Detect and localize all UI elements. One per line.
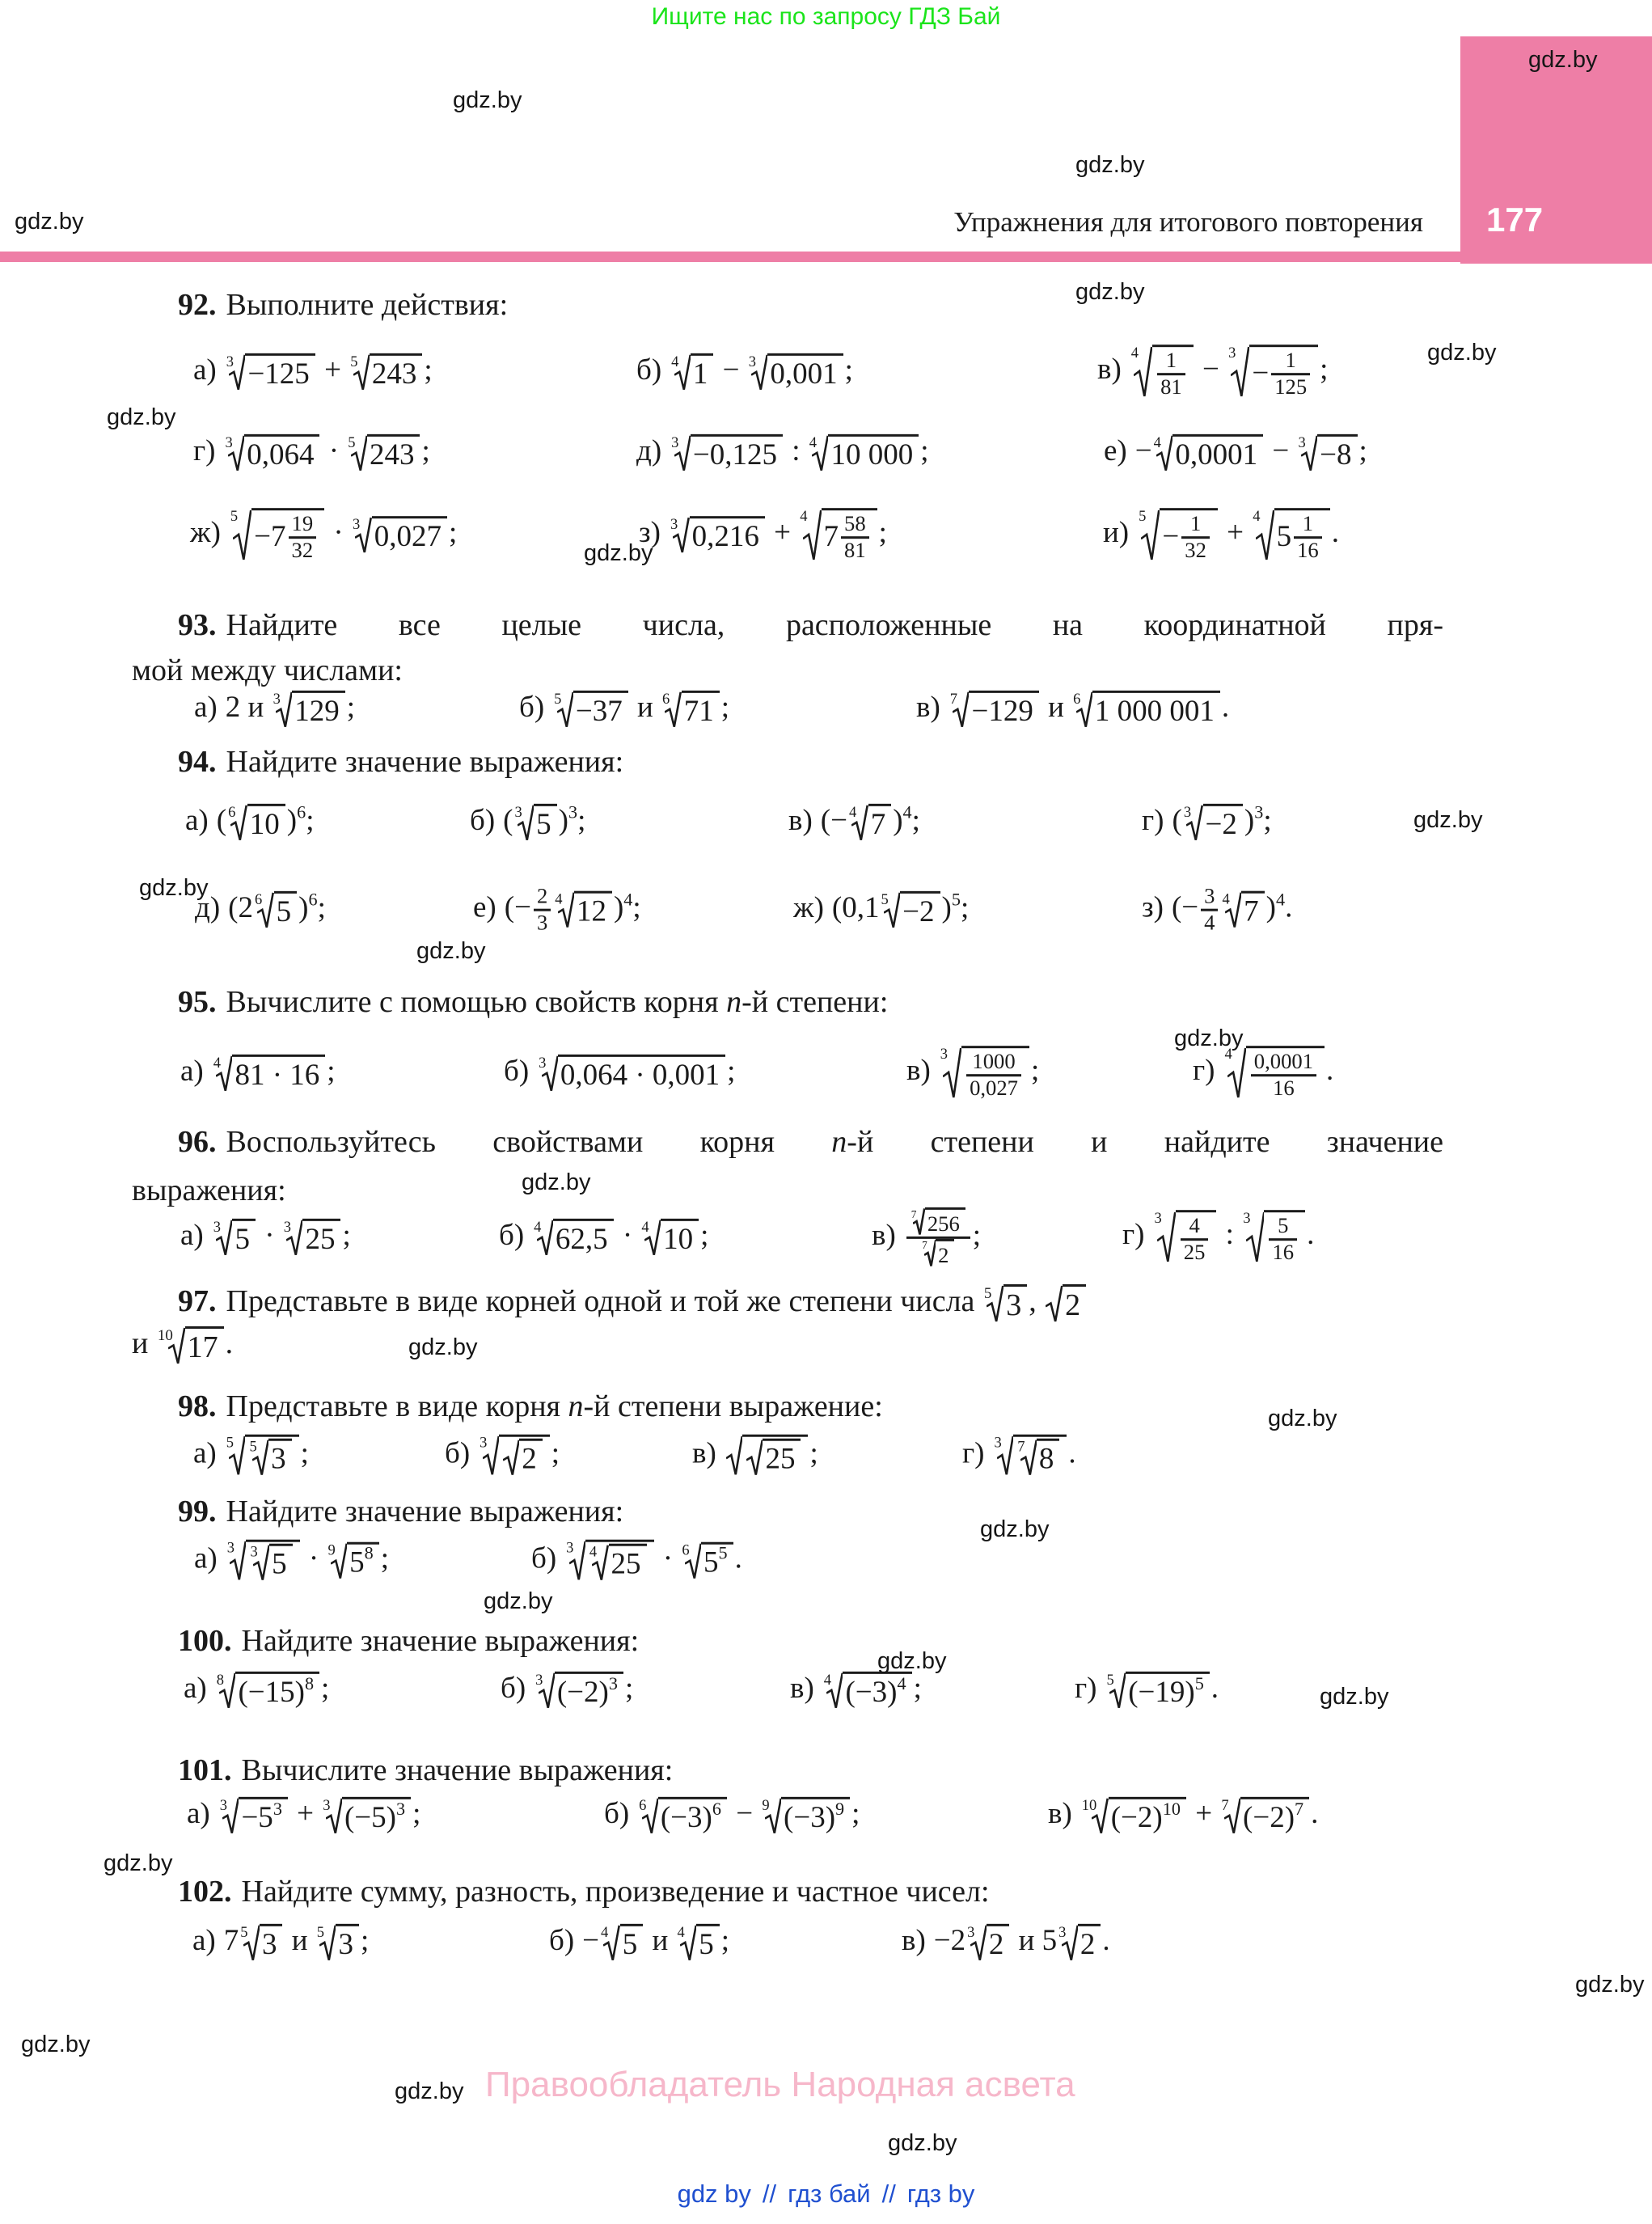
exercise-92-title xyxy=(178,288,508,323)
item-label: д) xyxy=(195,890,221,924)
ex94-item-d xyxy=(195,890,326,929)
item-label: г) xyxy=(1142,803,1164,837)
item-expression: ( 3 −2 )$^3$; xyxy=(1172,801,1272,841)
item-expression: 4 81 · 16 ; xyxy=(213,1054,336,1092)
item-expression: 3 3 5 · 9 5 8 ; xyxy=(226,1540,390,1581)
item-expression: 5 −37 и 6 71 ; xyxy=(554,690,729,728)
gdz-watermark: gdz.by xyxy=(980,1516,1050,1542)
item-label: в) xyxy=(916,690,940,724)
item-label: в) xyxy=(692,1436,716,1470)
ex92-item-g xyxy=(193,433,430,472)
exercise-number: 95. xyxy=(178,985,217,1019)
item-expression: 3 0,064 · 5 243 ; xyxy=(225,433,430,471)
item-label: а) xyxy=(193,1436,217,1470)
item-label: а) xyxy=(192,1923,216,1957)
gdz-watermark: gdz.by xyxy=(1427,340,1497,366)
exercise-number: 102. xyxy=(178,1875,232,1909)
ex98-item-b xyxy=(445,1435,560,1478)
item-label: з) xyxy=(1142,890,1164,924)
gdz-watermark: gdz.by xyxy=(1413,807,1483,833)
header-rule xyxy=(0,252,1652,262)
gdz-watermark: gdz.by xyxy=(1575,1972,1645,1998)
item-label: а) xyxy=(193,353,217,387)
item-label: г) xyxy=(193,433,216,467)
running-header-title: Упражнения для итогового повторения xyxy=(953,206,1423,238)
gdz-watermark: gdz.by xyxy=(15,209,84,235)
gdz-watermark: gdz.by xyxy=(888,2130,957,2156)
item-label: з) xyxy=(639,516,661,550)
ex96-item-v xyxy=(872,1207,981,1267)
item-label: а) xyxy=(185,803,209,837)
item-label: б) xyxy=(636,353,662,387)
item-expression: − 4 0,0001 − 3 −8 ; xyxy=(1134,433,1367,471)
exercise-98-title xyxy=(178,1389,883,1425)
item-expression: 4 1 − 3 0,001 ; xyxy=(671,353,853,391)
item-expression: −2 3 2 и 5 3 2 . xyxy=(933,1923,1110,1961)
ex101-item-v xyxy=(1048,1796,1318,1835)
exercise-title-text: Найдите сумму, разность, произведение и частное чисел: xyxy=(241,1875,990,1909)
item-expression: 3 7 8 . xyxy=(994,1435,1076,1476)
item-label: б) xyxy=(504,1054,530,1088)
ex94-item-a xyxy=(185,803,314,842)
item-expression: − 4 5 и 4 5 ; xyxy=(582,1923,729,1961)
ex96-item-a xyxy=(180,1218,351,1257)
top-banner-text: Ищите нас по запросу ГДЗ Бай xyxy=(651,3,1001,30)
exercise-96-title xyxy=(178,1125,1443,1161)
item-expression: 4 $\frac{0,0001}{16}$ . xyxy=(1224,1046,1334,1100)
ex94-item-v xyxy=(788,803,920,842)
ex100-item-v xyxy=(790,1671,922,1710)
item-expression: ( 3 5 )$^3$; xyxy=(503,801,586,841)
exercise-number: 94. xyxy=(178,745,217,779)
exercise-95-title xyxy=(178,985,888,1021)
gdz-watermark: gdz.by xyxy=(104,1850,173,1876)
ex92-item-zh xyxy=(190,508,457,563)
item-expression: (− $\frac{2}{3}$ 4 12 )$^4$; xyxy=(504,883,641,935)
item-label: в) xyxy=(872,1218,896,1252)
gdz-watermark: gdz.by xyxy=(1320,1684,1389,1710)
exercise-title-text: Вычислите с помощью свойств корня n-й степени: xyxy=(226,985,889,1019)
ex100-item-b xyxy=(501,1671,633,1710)
item-label: б) xyxy=(501,1671,526,1705)
ex100-item-g xyxy=(1075,1671,1219,1710)
item-label: в) xyxy=(788,803,813,837)
ex98-item-a xyxy=(193,1435,309,1478)
item-expression: 3 5 · 3 25 ; xyxy=(213,1218,351,1256)
ex95-item-b xyxy=(504,1054,735,1093)
item-expression: 3 2 ; xyxy=(480,1435,560,1476)
ex93-item-b xyxy=(519,690,729,729)
item-expression: 5 5 3 ; xyxy=(226,1435,309,1476)
item-expression: 5 −7 $\frac{19}{32}$ · 3 0,027 ; xyxy=(230,509,458,562)
item-label: г) xyxy=(1075,1671,1097,1705)
item-label: в) xyxy=(902,1923,926,1957)
exercise-99-title xyxy=(178,1495,623,1530)
item-label: а) xyxy=(180,1218,204,1252)
exercise-title-text: Воспользуйтесь свойствами корня n-й степени и найдите значение xyxy=(226,1125,1443,1159)
ex101-item-a xyxy=(187,1796,420,1835)
item-expression: (0,1 5 −2 )$^5$; xyxy=(831,889,970,928)
item-label: б) xyxy=(445,1436,471,1470)
item-expression: 5 − $\frac{1}{32}$ + 4 5 $\frac{1}{16}$ . xyxy=(1139,509,1339,562)
item-label: б) xyxy=(499,1218,525,1252)
exercise-number: 96. xyxy=(178,1125,217,1159)
item-label: а) xyxy=(180,1054,204,1088)
exercise-title-text: Найдите значение выражения: xyxy=(226,1495,624,1528)
ex98-item-g xyxy=(962,1435,1076,1478)
ex93-item-a xyxy=(194,690,355,729)
exercise-97-title-line2 xyxy=(132,1326,233,1366)
item-label: д) xyxy=(636,433,662,467)
gdz-watermark: gdz.by xyxy=(1528,47,1598,73)
gdz-watermark: gdz.by xyxy=(1268,1406,1337,1431)
exercise-number: 98. xyxy=(178,1389,217,1423)
ex92-item-b xyxy=(636,353,853,391)
exercise-102-title xyxy=(178,1875,990,1910)
item-expression: 3 0,064 · 0,001 ; xyxy=(539,1054,736,1092)
exercise-number: 99. xyxy=(178,1495,217,1528)
ex94-item-b xyxy=(470,803,585,842)
ex102-item-v xyxy=(902,1923,1110,1962)
item-label: ж) xyxy=(793,890,824,924)
exercise-title-text: Найдите все целые числа, расположенные на координатной пря- xyxy=(226,608,1443,642)
gdz-watermark: gdz.by xyxy=(408,1334,478,1360)
ex92-item-z xyxy=(639,508,887,563)
exercise-title-text: Представьте в виде корней одной и той же степени числа 5 3 , 2 xyxy=(226,1284,1088,1318)
gdz-watermark: gdz.by xyxy=(877,1648,947,1674)
ex92-item-e xyxy=(1104,433,1367,472)
gdz-watermark: gdz.by xyxy=(584,540,653,566)
exercise-96-title-line2 xyxy=(132,1173,286,1209)
footer-link-gdz-by[interactable]: gdz by xyxy=(677,2180,751,2208)
item-label: б) xyxy=(549,1923,575,1957)
exercise-93-title xyxy=(178,608,1443,644)
item-expression: 8 (−15) 8 ; xyxy=(216,1671,330,1709)
item-expression: 3 (−2) 3 ; xyxy=(535,1671,634,1709)
gdz-watermark: gdz.by xyxy=(395,2078,464,2104)
gdz-watermark: gdz.by xyxy=(1075,152,1145,178)
ex102-item-a xyxy=(192,1923,369,1962)
ex102-item-b xyxy=(549,1923,729,1962)
ex94-item-z xyxy=(1142,885,1292,936)
exercise-title-text: Представьте в виде корня n-й степени выражение: xyxy=(226,1389,883,1423)
item-label: е) xyxy=(473,890,496,924)
page-number: 177 xyxy=(1486,201,1544,239)
exercise-97-title xyxy=(178,1284,1088,1324)
ex92-item-v xyxy=(1097,345,1328,400)
item-expression: 3 4 25 · 6 5 5 . xyxy=(566,1540,742,1581)
item-label: а) xyxy=(194,1541,218,1575)
item-label: г) xyxy=(962,1436,985,1470)
item-expression: 7 5 3 и 5 3 ; xyxy=(223,1923,370,1961)
item-label: б) xyxy=(604,1796,630,1830)
link-separator: // xyxy=(881,2180,896,2208)
exercise-100-title xyxy=(178,1624,639,1660)
item-label: в) xyxy=(1097,353,1122,387)
exercise-title-text: мой между числами: xyxy=(132,653,403,687)
item-label: в) xyxy=(790,1671,814,1705)
item-label: и) xyxy=(1103,516,1130,550)
ex92-item-a xyxy=(193,353,433,391)
item-expression: 7 256 7 2 ; xyxy=(904,1218,981,1251)
ex95-item-v xyxy=(906,1046,1039,1101)
gdz-watermark: gdz.by xyxy=(107,404,176,430)
item-expression: 4 $\frac{1}{81}$ − 3 − $\frac{1}{125}$ ; xyxy=(1130,345,1329,399)
exercise-title-text: Вычислите значение выражения: xyxy=(241,1753,674,1787)
item-label: а) xyxy=(194,690,218,724)
gdz-watermark: gdz.by xyxy=(416,938,486,964)
gdz-watermark: gdz.by xyxy=(522,1169,591,1195)
footer-link-gdz-bai[interactable]: гдз бай xyxy=(788,2180,871,2208)
item-label: в) xyxy=(1048,1796,1072,1830)
copyright-line: Правообладатель Народная асвета xyxy=(485,2065,1075,2104)
exercise-title-text: Выполните действия: xyxy=(226,288,509,322)
item-label: ж) xyxy=(190,516,221,550)
link-separator: // xyxy=(762,2180,777,2208)
item-expression: 7 −129 и 6 1 000 001 . xyxy=(949,690,1230,728)
exercise-title-text: и 10 17 . xyxy=(132,1326,234,1364)
item-expression: (− $\frac{3}{4}$ 4 7 )$^4$. xyxy=(1171,883,1293,935)
gdz-watermark: gdz.by xyxy=(1174,1025,1244,1051)
item-expression: 10 (−2) 10 + 7 (−2) 7 . xyxy=(1081,1796,1319,1834)
ex99-item-b xyxy=(531,1540,742,1583)
ex95-item-a xyxy=(180,1054,336,1093)
ex94-item-e xyxy=(473,885,641,936)
item-expression: 3 $\frac{4}{25}$ : 3 $\frac{5}{16}$ . xyxy=(1154,1211,1315,1264)
item-expression: 2 и 3 129 ; xyxy=(225,690,356,728)
item-expression: 5 (−19) 5 . xyxy=(1106,1671,1219,1709)
ex95-item-g xyxy=(1193,1046,1333,1101)
exercise-number: 97. xyxy=(178,1284,217,1319)
item-expression: 3 −0,125 : 4 10 000 ; xyxy=(671,433,929,471)
item-label: г) xyxy=(1193,1054,1215,1088)
item-label: е) xyxy=(1104,433,1127,467)
item-expression: 4 62,5 · 4 10 ; xyxy=(534,1218,709,1256)
exercise-title-text: Найдите значение выражения: xyxy=(241,1624,640,1658)
item-label: а) xyxy=(184,1671,207,1705)
item-expression: 3 −125 + 5 243 ; xyxy=(226,353,433,391)
ex94-item-g xyxy=(1142,803,1272,842)
ex92-item-i xyxy=(1103,508,1339,563)
item-label: а) xyxy=(187,1796,210,1830)
ex96-item-g xyxy=(1122,1210,1314,1265)
item-label: б) xyxy=(470,803,496,837)
item-expression: 6 (−3) 6 − 9 (−3) 9 ; xyxy=(639,1796,860,1834)
ex94-item-zh xyxy=(793,890,969,929)
exercise-number: 100. xyxy=(178,1624,232,1658)
item-expression: (2 6 5 )$^6$; xyxy=(228,889,326,928)
item-expression: (− 4 7 )$^4$; xyxy=(820,801,920,841)
exercise-title-text: выражения: xyxy=(132,1173,286,1207)
item-expression: 4 (−3) 4 ; xyxy=(823,1671,922,1709)
exercise-101-title xyxy=(178,1753,673,1789)
ex99-item-a xyxy=(194,1540,389,1583)
ex96-item-b xyxy=(499,1218,708,1257)
gdz-watermark: gdz.by xyxy=(484,1588,553,1614)
ex98-item-v xyxy=(692,1435,818,1478)
item-expression: 3 $\frac{1000}{0,027}$ ; xyxy=(940,1046,1040,1100)
ex93-item-v xyxy=(916,690,1229,729)
item-expression: ( 6 10 )$^6$; xyxy=(216,801,315,841)
item-label: г) xyxy=(1122,1218,1145,1252)
exercise-number: 101. xyxy=(178,1753,232,1787)
exercise-93-title-line2 xyxy=(132,653,403,689)
exercise-number: 92. xyxy=(178,288,217,322)
item-label: б) xyxy=(531,1541,557,1575)
item-label: в) xyxy=(906,1054,931,1088)
exercise-title-text: Найдите значение выражения: xyxy=(226,745,624,779)
item-expression: 3 −5 3 + 3 (−5) 3 ; xyxy=(219,1796,421,1834)
gdz-watermark: gdz.by xyxy=(1075,279,1145,305)
ex92-item-d xyxy=(636,433,928,472)
exercise-94-title xyxy=(178,745,623,780)
footer-link-gdz-by2[interactable]: гдз by xyxy=(906,2180,975,2208)
gdz-watermark: gdz.by xyxy=(453,87,522,113)
item-expression: 3 0,216 + 4 7 $\frac{58}{81}$ ; xyxy=(670,509,887,562)
footer-links xyxy=(0,2180,1652,2209)
gdz-watermark: gdz.by xyxy=(139,875,209,901)
exercise-number: 93. xyxy=(178,608,217,642)
ex100-item-a xyxy=(184,1671,329,1710)
item-label: б) xyxy=(519,690,545,724)
ex101-item-b xyxy=(604,1796,860,1835)
gdz-watermark: gdz.by xyxy=(21,2032,91,2057)
item-expression: 25 ; xyxy=(725,1436,818,1469)
